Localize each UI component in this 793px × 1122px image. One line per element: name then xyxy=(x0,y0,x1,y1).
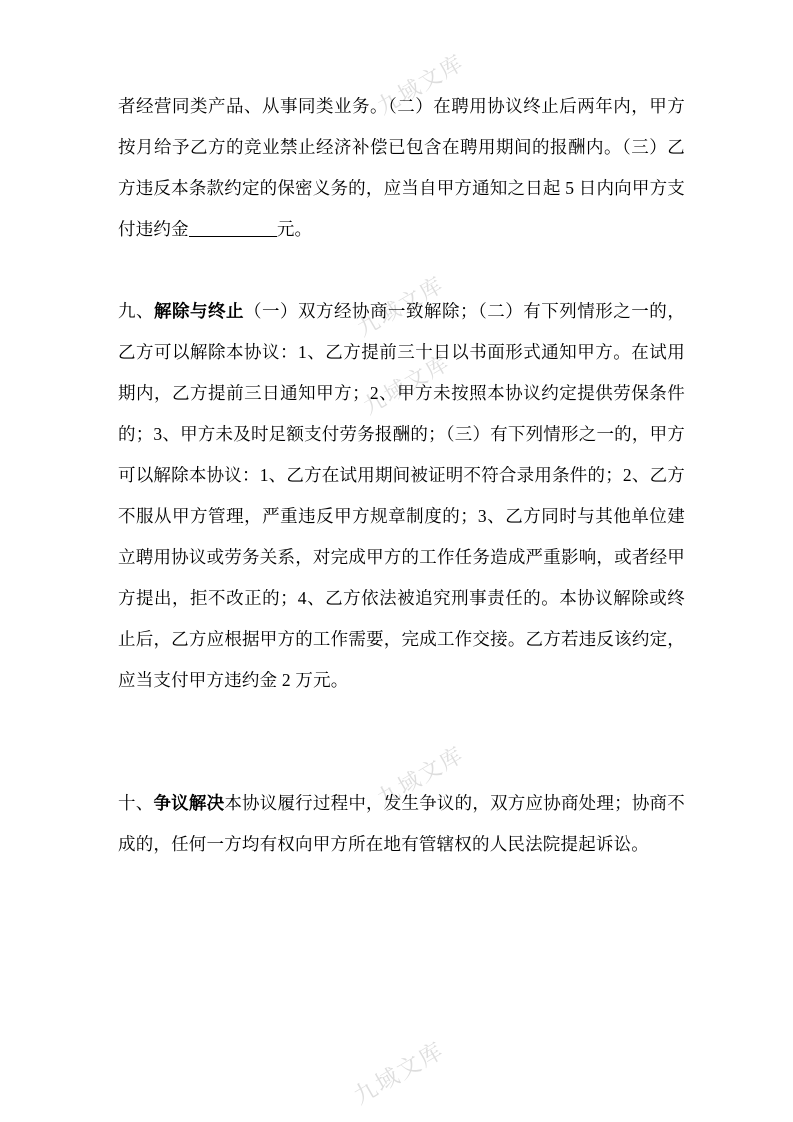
paragraph-run: 元。 xyxy=(276,219,313,239)
paragraph-section-nine xyxy=(118,291,685,701)
paragraph-run: （一）双方经协商一致解除；（二）有下列情形之一的，乙方可以解除本协议：1、乙方提前三十日以书面形式通知甲方。在试用期内，乙方提前三日通知甲方；2、甲方未按照本协议约定提供劳保条件的；3、甲方未及时足额支付劳务报酬的；（三）有下列情形之一的，甲方可以解除本协议：1、乙方在试用期间被证明不符合录用条件的；2、乙方不服从甲方管理，严重违反甲方规章制度的；3、乙方同时与其他单位建立聘用协议或劳务关系，对完成甲方的工作任务造成严重影响，或者经甲方提出，拒不改正的；4、乙方依法被追究刑事责任的。本协议解除或终止后，乙方应根据甲方的工作需要，完成工作交接。乙方若违反该约定，应当支付甲方违约金 2 万元。 xyxy=(118,301,686,690)
watermark: 九域文库 xyxy=(352,271,449,342)
paragraph-spacer xyxy=(118,701,685,783)
fill-in-blank[interactable] xyxy=(189,236,277,237)
document-body xyxy=(118,86,685,865)
paragraph-spacer xyxy=(118,250,685,291)
section-number: 十、 xyxy=(118,793,154,813)
paragraph-run: 者经营同类产品、从事同类业务。（二）在聘用协议终止后两年内，甲方按月给予乙方的竞业禁止经济补偿已包含在聘用期间的报酬内。（三）乙方违反本条款约定的保密义务的，应当自甲方通知之日起 5 日内向甲方支付违约金 xyxy=(118,96,685,239)
watermark: 九域文库 xyxy=(372,49,469,120)
paragraph-run: 本协议履行过程中，发生争议的，双方应协商处理；协商不成的，任何一方均有权向甲方所在地有管辖权的人民法院提起诉讼。 xyxy=(118,793,685,854)
paragraph-noncompete-continued xyxy=(118,86,685,250)
watermark: 九域文库 xyxy=(358,349,455,420)
section-number: 九、 xyxy=(118,301,155,321)
paragraph-section-ten xyxy=(118,783,685,865)
watermark: 九域文库 xyxy=(349,1037,449,1110)
section-heading-inline: 争议解决 xyxy=(153,793,225,813)
section-heading-inline: 解除与终止 xyxy=(154,301,245,321)
watermark: 九域文库 xyxy=(372,741,469,812)
